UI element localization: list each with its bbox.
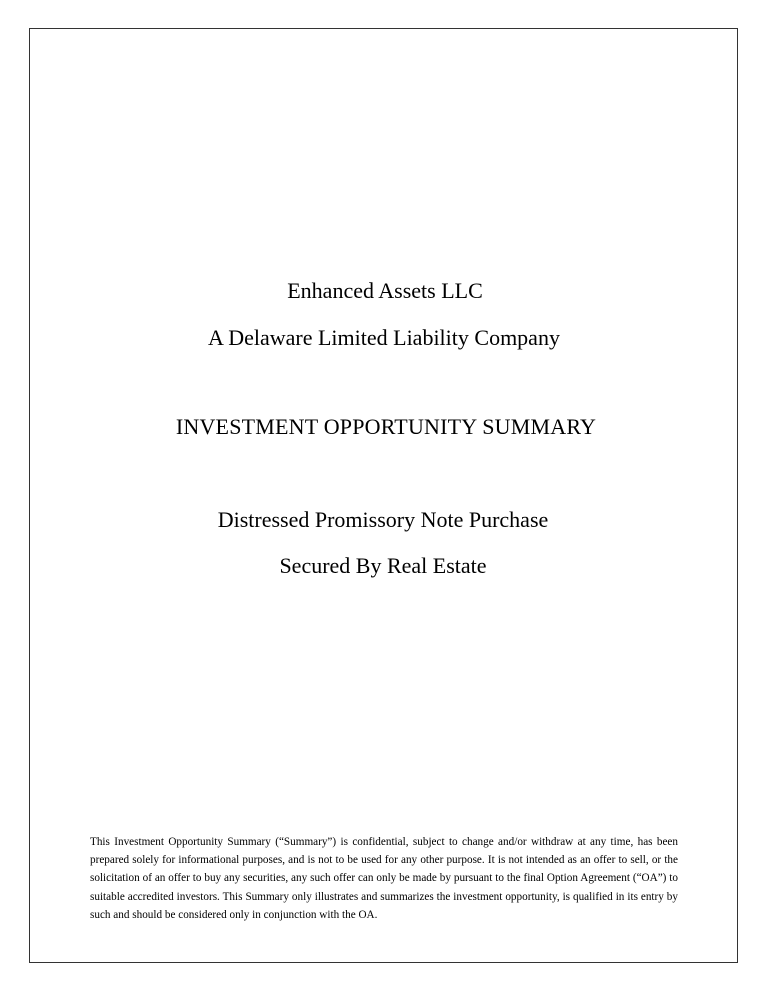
page-border <box>29 28 738 963</box>
company-type: A Delaware Limited Liability Company <box>208 325 560 350</box>
confidentiality-disclaimer: This Investment Opportunity Summary (“Summary”) is confidential, subject to change and/or withdraw at any time, has been prepared solely for informational purposes, and is not to be used for any other purpose. It is not intended as an offer to sell, or the solicitation of an offer to buy any securities, any such offer can only be made by pursuant to the final Option Agreement (“OA”) to suitable accredited investors. This Summary only illustrates and summarizes the investment opportunity, is qualified in its entry by such and should be considered only in conjunction with the OA. <box>90 836 678 921</box>
subtitle-line-2: Secured By Real Estate <box>279 553 487 578</box>
subtitle-line-1: Distressed Promissory Note Purchase <box>217 507 549 532</box>
company-name: Enhanced Assets LLC <box>287 278 483 303</box>
document-title: INVESTMENT OPPORTUNITY SUMMARY <box>175 414 597 439</box>
